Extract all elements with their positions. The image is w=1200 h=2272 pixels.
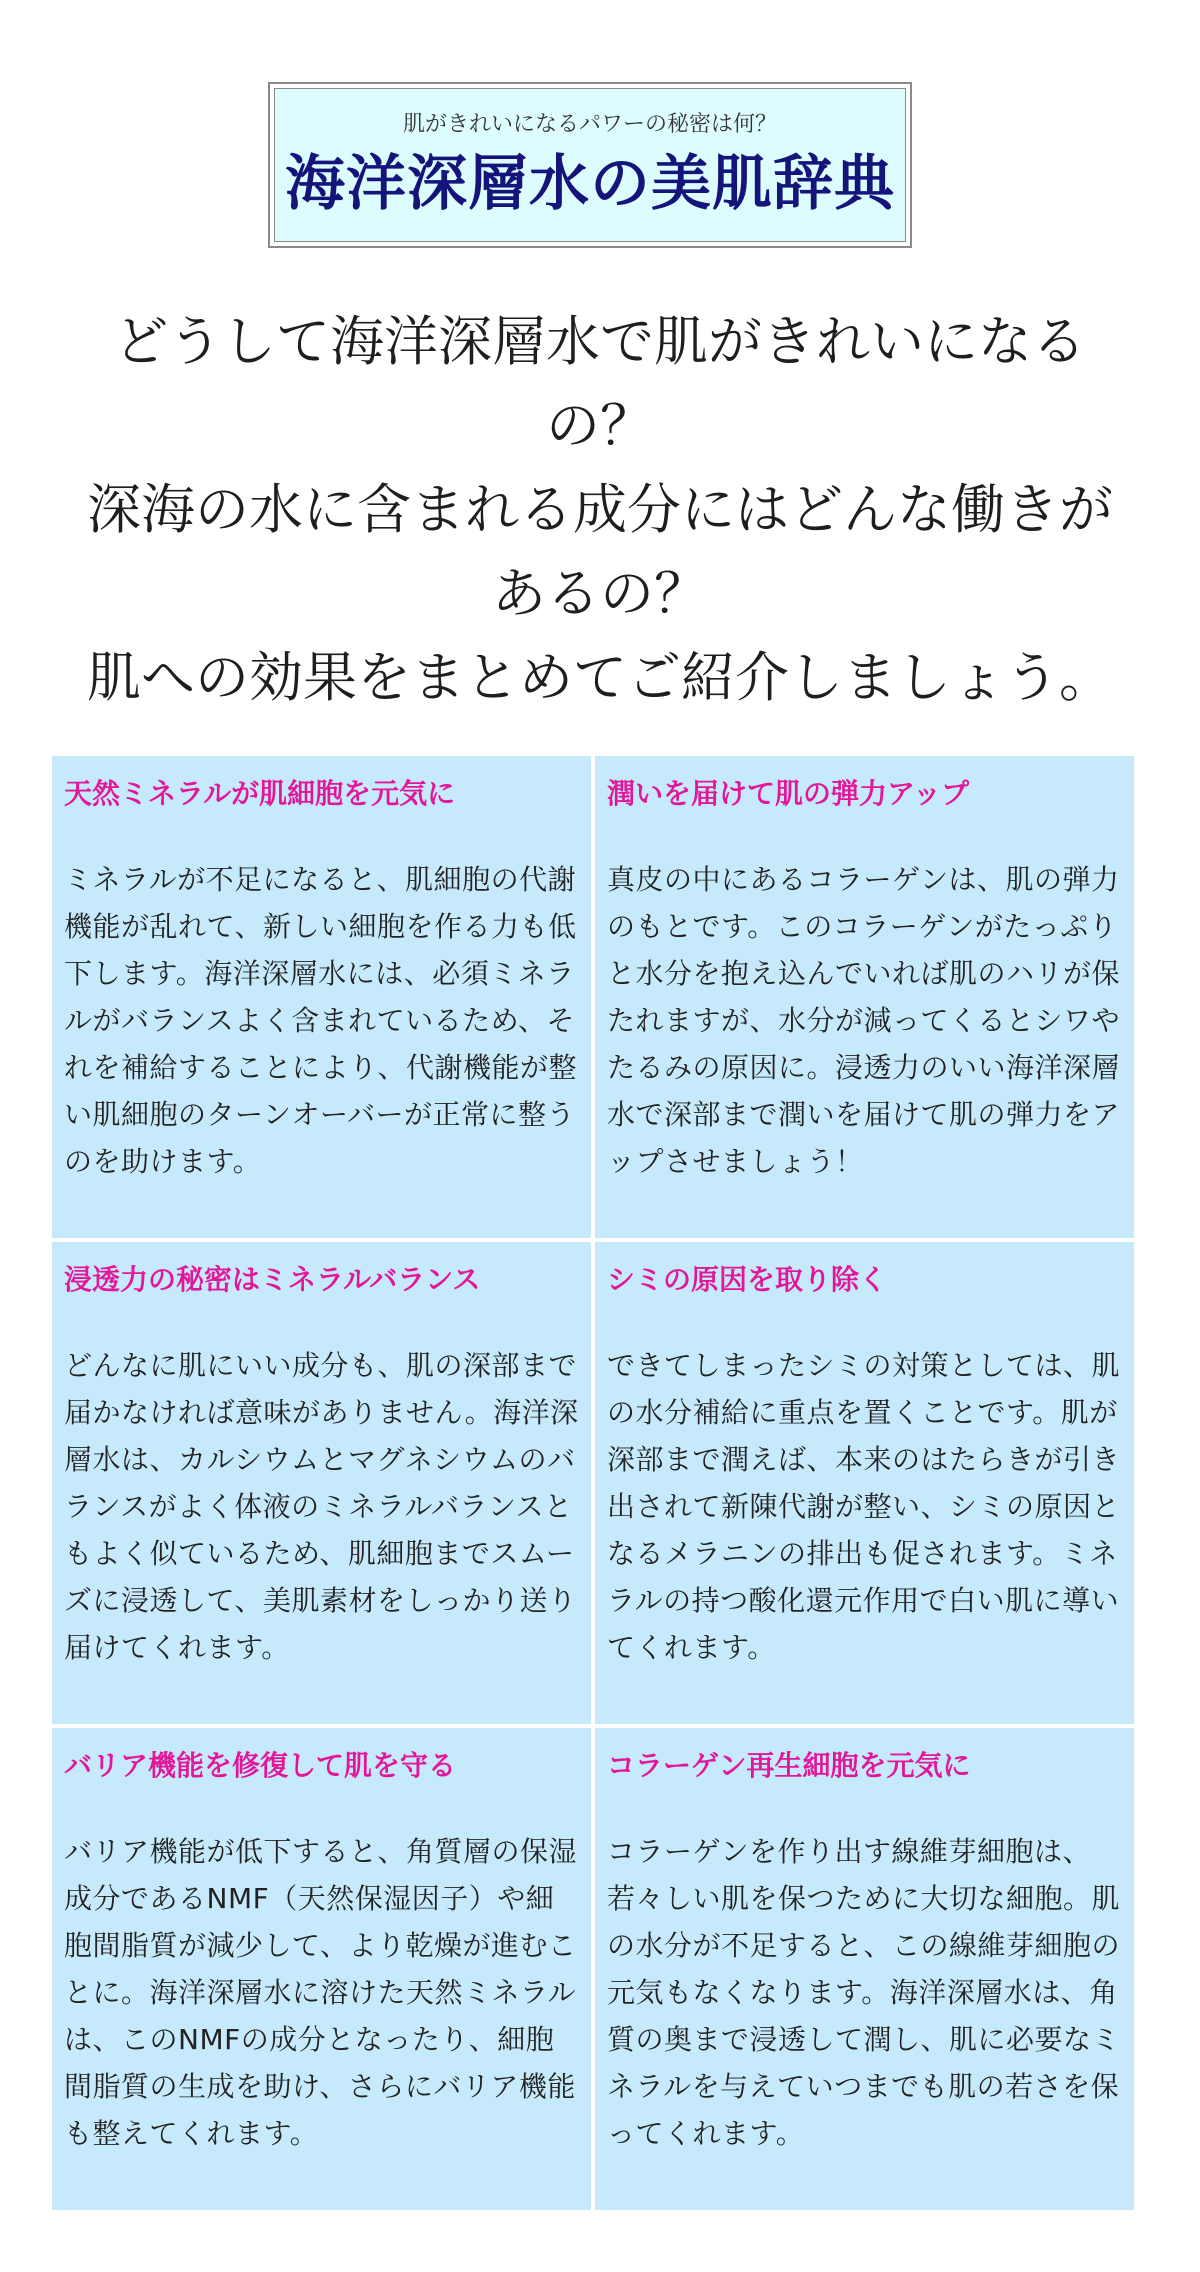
card-heading: コラーゲン再生細胞を元気に xyxy=(607,1749,971,1782)
title-box xyxy=(268,82,912,248)
card-heading: 天然ミネラルが肌細胞を元気に xyxy=(64,777,456,810)
page-subtitle: 肌がきれいになるパワーの秘密は何？ xyxy=(402,112,777,137)
intro-line: 深海の水に含まれる成分にはどんな働きが xyxy=(87,478,1113,541)
title-box-inner xyxy=(274,88,906,242)
card-heading: 浸透力の秘密はミネラルバランス xyxy=(64,1263,481,1296)
intro-line: あるの？ xyxy=(492,562,708,625)
card-body: どんなに肌にいい成分も、肌の深部まで届かなければ意味がありません。海洋深層水は、カルシウムとマグネシウムのバランスがよく体液のミネラルバランスともよく似ているため、肌細胞までスムーズに浸透して、美肌素材をしっかり送り届けてくれます。 xyxy=(64,1349,579,1664)
card-heading: バリア機能を修復して肌を守る xyxy=(64,1749,457,1782)
card-body: 真皮の中にあるコラーゲンは、肌の弾力のもとです。このコラーゲンがたっぷりと水分を抱え込んでいれば肌のハリが保たれますが、水分が減ってくるとシワやたるみの原因に。浸透力のいい海洋深層水で深部まで潤いを届けて肌の弾力をアップさせましょう！ xyxy=(607,863,1121,1178)
benefit-card-collagen xyxy=(595,1728,1134,2210)
card-heading: シミの原因を取り除く xyxy=(607,1263,888,1296)
intro-line: どうして海洋深層水で肌がきれいになる xyxy=(114,310,1086,373)
benefits-grid xyxy=(52,756,1130,2210)
intro-line: 肌への効果をまとめてご紹介しましょう。 xyxy=(87,646,1113,709)
card-body: できてしまったシミの対策としては、肌の水分補給に重点を置くことです。肌が深部まで潤えば、本来のはたらきが引き出されて新陳代謝が整い、シミの原因となるメラニンの排出も促されます。ミネラルの持つ酸化還元作用で白い肌に導いてくれます。 xyxy=(607,1349,1121,1664)
card-heading: 潤いを届けて肌の弾力アップ xyxy=(607,777,970,810)
benefit-card-elasticity xyxy=(595,756,1134,1238)
card-body: バリア機能が低下すると、角質層の保湿成分であるNMF（天然保湿因子）や細胞間脂質が減少して、より乾燥が進むことに。海洋深層水に溶けた天然ミネラルは、このNMFの成分となったり、細胞間脂質の生成を助け、さらにバリア機能も整えてくれます。 xyxy=(64,1835,578,2150)
benefit-card-penetration xyxy=(52,1242,591,1724)
intro-text xyxy=(40,300,1160,720)
benefit-card-minerals xyxy=(52,756,591,1238)
card-body: コラーゲンを作り出す線維芽細胞は、若々しい肌を保つために大切な細胞。肌の水分が不足すると、この線維芽細胞の元気もなくなります。海洋深層水は、角質の奥まで浸透して潤し、肌に必要なミネラルを与えていつまでも肌の若さを保ってくれます。 xyxy=(607,1835,1121,2150)
page-title: 海洋深層水の美肌辞典 xyxy=(285,149,895,219)
benefit-card-spots xyxy=(595,1242,1134,1724)
card-body: ミネラルが不足になると、肌細胞の代謝機能が乱れて、新しい細胞を作る力も低下します。海洋深層水には、必須ミネラルがバランスよく含まれているため、それを補給することにより、代謝機能が整い肌細胞のターンオーバーが正常に整うのを助けます。 xyxy=(64,863,578,1178)
benefit-card-barrier xyxy=(52,1728,591,2210)
intro-line: の？ xyxy=(546,394,654,457)
